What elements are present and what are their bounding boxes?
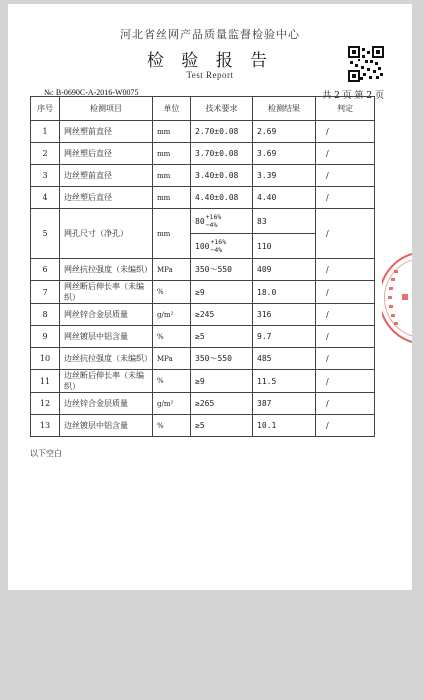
qr-code-icon — [348, 46, 384, 82]
row-judgement: / — [316, 415, 375, 437]
row-judgement: / — [316, 393, 375, 415]
row-judgement: / — [316, 304, 375, 326]
row-requirement: 350～550 — [191, 259, 253, 281]
req-a-upper: +16% — [205, 213, 222, 221]
row-unit: mm — [153, 143, 191, 165]
page-info: 共 2 页 第 2 页 — [322, 91, 384, 101]
row-judgement: / — [316, 326, 375, 348]
row-judgement: / — [316, 209, 375, 259]
row-no: 5 — [31, 209, 60, 259]
row-no: 1 — [31, 121, 60, 143]
row-item: 网丝断后伸长率（未编织） — [60, 281, 153, 304]
row-item: 边丝塑后直径 — [60, 187, 153, 209]
row-requirement-b — [191, 234, 253, 259]
row-judgement: / — [316, 348, 375, 370]
row-result: 316 — [253, 304, 316, 326]
row-result-a: 83 — [253, 209, 316, 234]
row-requirement: ≥245 — [191, 304, 253, 326]
header-result: 检测结果 — [253, 97, 316, 121]
table-row — [31, 326, 375, 348]
row-unit: g/m² — [153, 304, 191, 326]
row-requirement: ≥265 — [191, 393, 253, 415]
row-requirement: 3.40±0.08 — [191, 165, 253, 187]
row-unit: % — [153, 326, 191, 348]
report-title: 检 验 报 告 — [146, 51, 274, 71]
row-result-b: 110 — [253, 234, 316, 259]
table-row — [31, 121, 375, 143]
row-unit: MPa — [153, 348, 191, 370]
row-no: 4 — [31, 187, 60, 209]
req-b-upper: +16% — [210, 238, 227, 246]
row-item: 边丝断后伸长率（未编织） — [60, 370, 153, 393]
organization-name: 河北省丝网产品质量监督检验中心 — [120, 28, 300, 41]
row-item: 网孔尺寸（净孔） — [60, 209, 153, 259]
row-requirement: 3.70±0.08 — [191, 143, 253, 165]
row-unit: g/m² — [153, 393, 191, 415]
row-no: 10 — [31, 348, 60, 370]
row-judgement: / — [316, 165, 375, 187]
table-row — [31, 393, 375, 415]
row-item: 网丝镀层中铝含量 — [60, 326, 153, 348]
table-header-row — [31, 97, 375, 121]
row-unit: mm — [153, 165, 191, 187]
row-no: 9 — [31, 326, 60, 348]
table-row — [31, 259, 375, 281]
row-result: 18.0 — [253, 281, 316, 304]
row-result: 3.69 — [253, 143, 316, 165]
row-result: 9.7 — [253, 326, 316, 348]
table-row — [31, 370, 375, 393]
header-no: 序号 — [31, 97, 60, 121]
row-judgement: / — [316, 143, 375, 165]
row-requirement: 2.70±0.08 — [191, 121, 253, 143]
header-item: 检测项目 — [60, 97, 153, 121]
row-result: 409 — [253, 259, 316, 281]
row-result: 2.69 — [253, 121, 316, 143]
row-no: 7 — [31, 281, 60, 304]
row-result: 4.40 — [253, 187, 316, 209]
row-item: 边丝镀层中铝含量 — [60, 415, 153, 437]
row-no: 11 — [31, 370, 60, 393]
req-a-base: 80 — [195, 216, 205, 226]
header-unit: 单位 — [153, 97, 191, 121]
row-item: 网丝塑后直径 — [60, 143, 153, 165]
row-unit: % — [153, 415, 191, 437]
table-row — [31, 281, 375, 304]
test-results-table — [30, 96, 375, 437]
table-row — [31, 165, 375, 187]
table-row — [31, 187, 375, 209]
row-unit: % — [153, 370, 191, 393]
row-requirement: ≥5 — [191, 415, 253, 437]
row-requirement-a — [191, 209, 253, 234]
header-requirement: 技术要求 — [191, 97, 253, 121]
row-requirement: ≥5 — [191, 326, 253, 348]
table-row — [31, 304, 375, 326]
row-requirement: 350～550 — [191, 348, 253, 370]
row-unit: mm — [153, 209, 191, 259]
row-item: 网丝塑前直径 — [60, 121, 153, 143]
row-item: 边丝锌合金层质量 — [60, 393, 153, 415]
row-item: 边丝塑前直径 — [60, 165, 153, 187]
row-result: 485 — [253, 348, 316, 370]
row-no: 3 — [31, 165, 60, 187]
report-subtitle: Test Report — [186, 70, 234, 80]
row-requirement: 4.40±0.08 — [191, 187, 253, 209]
row-requirement: ≥9 — [191, 370, 253, 393]
row-unit: % — [153, 281, 191, 304]
req-a-lower: −4% — [205, 221, 218, 229]
report-number: №: B-0690C-A-2016-W0075 — [44, 88, 139, 97]
row-no: 8 — [31, 304, 60, 326]
blank-below-note: 以下空白 — [30, 449, 62, 458]
row-judgement: / — [316, 281, 375, 304]
row-result: 10.1 — [253, 415, 316, 437]
row-unit: mm — [153, 121, 191, 143]
row-result: 11.5 — [253, 370, 316, 393]
header-judgement: 判定 — [316, 97, 375, 121]
row-judgement: / — [316, 259, 375, 281]
table-row — [31, 415, 375, 437]
table-row — [31, 209, 375, 234]
row-result: 387 — [253, 393, 316, 415]
row-judgement: / — [316, 187, 375, 209]
row-result: 3.39 — [253, 165, 316, 187]
req-b-base: 100 — [195, 241, 210, 251]
row-no: 6 — [31, 259, 60, 281]
row-no: 13 — [31, 415, 60, 437]
row-no: 2 — [31, 143, 60, 165]
row-item: 网丝锌合金层质量 — [60, 304, 153, 326]
row-judgement: / — [316, 121, 375, 143]
table-row — [31, 143, 375, 165]
row-unit: mm — [153, 187, 191, 209]
row-judgement: / — [316, 370, 375, 393]
row-item: 网丝抗拉强度（未编织） — [60, 259, 153, 281]
table-row — [31, 348, 375, 370]
row-no: 12 — [31, 393, 60, 415]
row-requirement: ≥9 — [191, 281, 253, 304]
row-item: 边丝抗拉强度（未编织） — [60, 348, 153, 370]
official-seal-icon — [382, 250, 412, 346]
req-b-lower: −4% — [210, 246, 223, 254]
row-unit: MPa — [153, 259, 191, 281]
